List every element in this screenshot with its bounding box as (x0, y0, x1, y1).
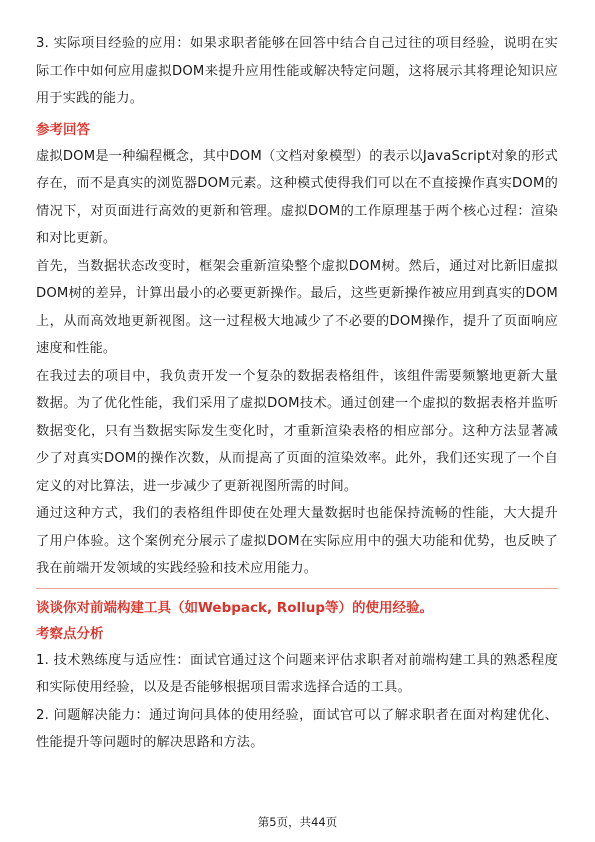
page-number: 第5页，共44页 (257, 815, 338, 829)
analysis-item: 1. 技术熟练度与适应性：面试官通过这个问题来评估求职者对前端构建工具的熟悉程度和实际使用经验，以及是否能够根据项目需求选择合适的工具。 (36, 652, 558, 695)
section-divider (36, 588, 558, 589)
answer-paragraph: 通过这种方式，我们的表格组件即使在处理大量数据时也能保持流畅的性能，大大提升了用户体验。这个案例充分展示了虚拟DOM在实际应用中的强大功能和优势，也反映了我在前端开发领域的实践经验和技术应用能力。 (36, 506, 558, 576)
page-content (36, 30, 558, 757)
answer-heading: 参考回答 (36, 121, 90, 138)
answer-paragraph: 在我过去的项目中，我负责开发一个复杂的数据表格组件，该组件需要频繁地更新大量数据。为了优化性能，我们采用了虚拟DOM技术。通过创建一个虚拟的数据表格并监听数据变化，只有当数据实际发生变化时，才重新渲染表格的相应部分。这种方法显著减少了对真实DOM的操作次数，从而提高了页面的渲染效率。此外，我们还实现了一个自定义的对比算法，进一步减少了更新视图所需的时间。 (36, 368, 558, 494)
answer-paragraph: 首先，当数据状态改变时，框架会重新渲染整个虚拟DOM树。然后，通过对比新旧虚拟DOM树的差异，计算出最小的必要更新操作。最后，这些更新操作被应用到真实的DOM上，从而高效地更新视图。这一过程极大地减少了不必要的DOM操作，提升了页面响应速度和性能。 (36, 258, 558, 356)
question-title: 谈谈你对前端构建工具（如Webpack, Rollup等）的使用经验。 (36, 599, 434, 616)
answer-paragraph: 虚拟DOM是一种编程概念，其中DOM（文档对象模型）的表示以JavaScript对象的形式存在，而不是真实的浏览器DOM元素。这种模式使得我们可以在不直接操作真实DOM的情况下，对页面进行高效的更新和管理。虚拟DOM的工作原理基于两个核心过程：渲染和对比更新。 (36, 148, 558, 246)
analysis-heading: 考察点分析 (36, 625, 104, 642)
intro-item: 3. 实际项目经验的应用：如果求职者能够在回答中结合自己过往的项目经验，说明在实际工作中如何应用虚拟DOM来提升应用性能或解决特定问题，这将展示其将理论知识应用于实践的能力。 (36, 36, 558, 106)
analysis-item: 2. 问题解决能力：通过询问具体的使用经验，面试官可以了解求职者在面对构建优化、性能提升等问题时的解决思路和方法。 (36, 707, 558, 750)
